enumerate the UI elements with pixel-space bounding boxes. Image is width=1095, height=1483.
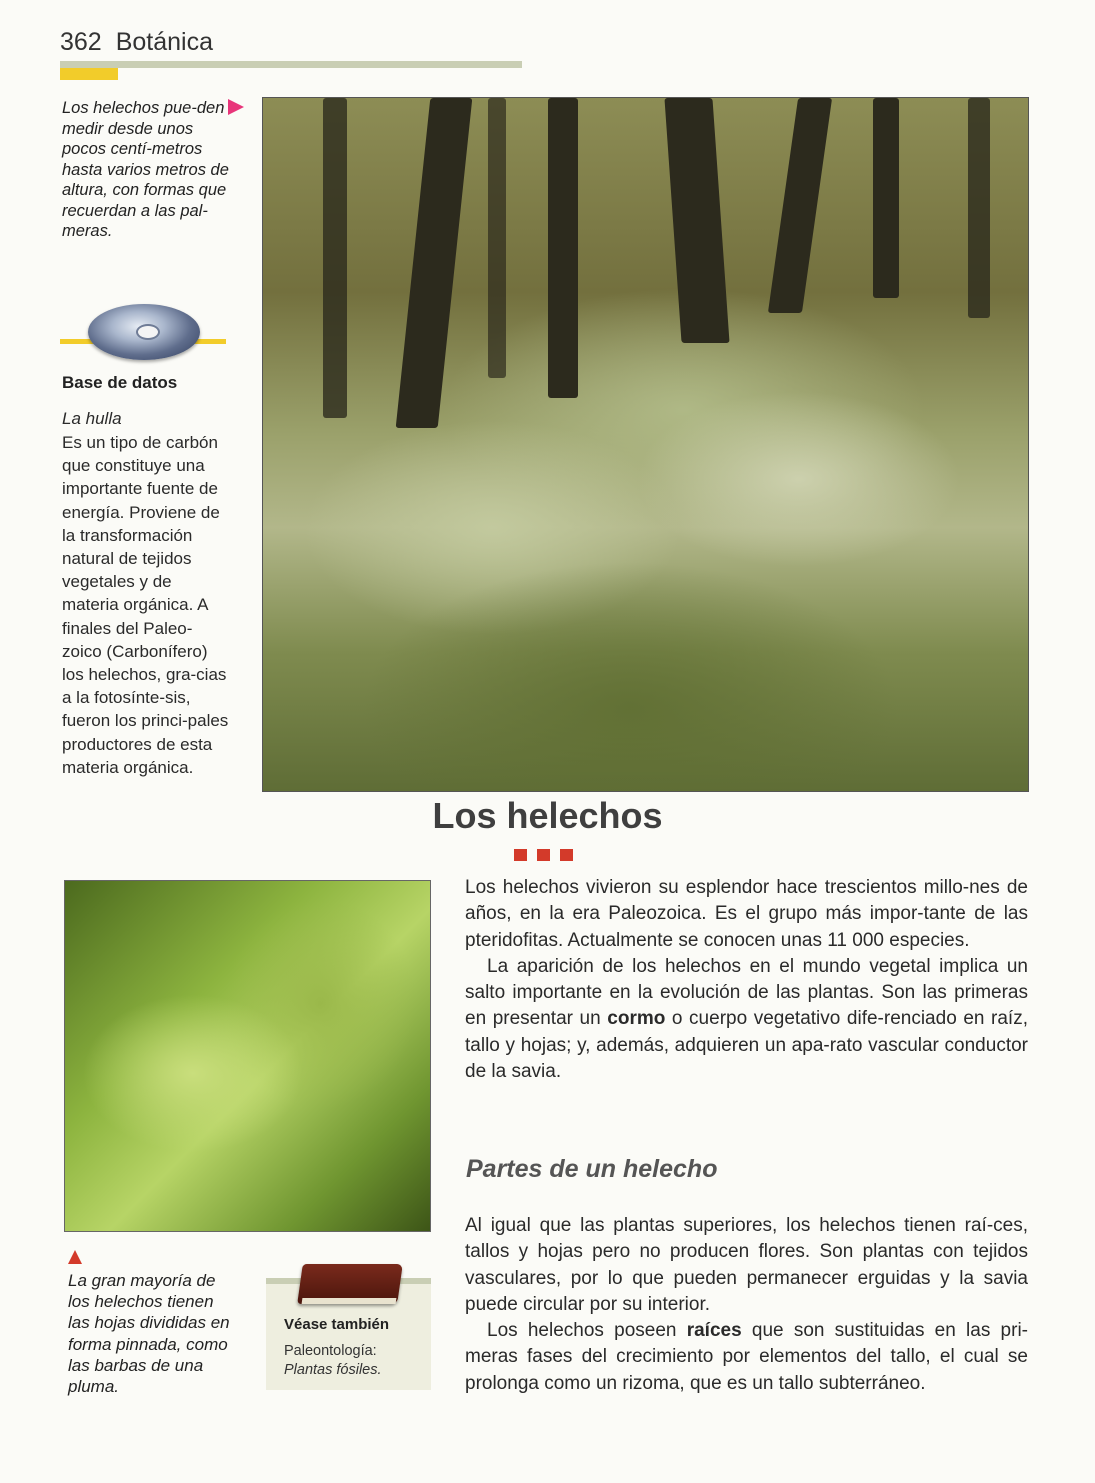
term-raices: raíces — [686, 1320, 742, 1342]
parts-paragraph-1: Al igual que las plantas superiores, los helechos tienen raí-ces, tallos y hojas pero no producen flores. Son plantas con tejidos vasculares, por lo que pueden permanecer erguidas y la savia puede circular por su interior. — [465, 1215, 1028, 1315]
header-rule — [60, 61, 522, 68]
arrow-up-icon — [68, 1250, 82, 1264]
arrow-right-icon — [228, 99, 244, 115]
article-title: Los helechos — [432, 795, 663, 836]
see-also-topic[interactable]: Plantas fósiles. — [284, 1362, 382, 1378]
intro-p2-end: o cuerpo vegetativo dife-renciado en raíz, tallo y hojas; y, además, adquieren un apa-rato vascular conductor de la savia. — [465, 1008, 1028, 1083]
tree-trunk — [323, 98, 347, 418]
tree-trunk — [968, 98, 990, 318]
term-cormo: cormo — [607, 1008, 666, 1030]
book-pages — [302, 1298, 397, 1304]
tree-trunk — [768, 98, 832, 313]
parts-text — [465, 1213, 1028, 1397]
tree-trunk — [488, 98, 506, 378]
cd-hole — [136, 324, 160, 340]
photo-caption-bottom: La gran mayoría de los helechos tienen las hojas divididas en forma pinnada, como las barbas de una pluma. — [68, 1271, 230, 1397]
database-subtitle: La hulla — [62, 409, 122, 428]
tree-trunk — [873, 98, 899, 298]
section-title: Botánica — [115, 28, 214, 56]
section-subheading: Partes de un helecho — [466, 1155, 718, 1183]
fern-photo — [64, 880, 431, 1232]
database-title: Base de datos — [62, 373, 178, 392]
tree-trunk — [664, 98, 729, 343]
title-ornament — [514, 849, 527, 861]
intro-paragraph-1: Los helechos vivieron su esplendor hace trescientos millo-nes de años, en la era Paleozoica. Es el grupo más impor-tante de las pteridofitas. Actualmente se conocen unas 11 000 especies. — [465, 877, 1028, 951]
header-accent-bar — [60, 68, 118, 80]
parts-p2-end: que son sustituidas en las pri-meras fases del crecimiento por elementos del tallo, el cual se prolonga como un rizoma, que es un tallo subterráneo. — [465, 1320, 1028, 1394]
see-also-subject[interactable]: Paleontología: — [284, 1343, 377, 1359]
parts-p2-start: Los helechos poseen — [487, 1320, 687, 1342]
tree-trunk — [396, 98, 473, 428]
see-also-title: Véase también — [284, 1316, 390, 1333]
page-header — [60, 28, 213, 57]
intro-paragraph-2 — [465, 954, 1028, 1085]
intro-p2-start: La aparición de los helechos en el mundo vegetal implica un salto importante en la evolución de las plantas. Son las primeras en presentar un — [465, 955, 1028, 1030]
photo-caption-top: Los helechos pue-den medir desde unos pocos centí-metros hasta varios metros de altura, con formas que recuerdan a las pal-meras. — [62, 99, 229, 240]
database-text: Es un tipo de carbón que constituye una importante fuente de energía. Proviene de la transformación natural de tejidos vegetales y de materia orgánica. A finales del Paleo-zoico (Carbonífero) los helechos, gra-cias a la fotosínte-sis, fueron los princi-pales productores de esta materia orgánica. — [62, 433, 229, 777]
intro-text — [465, 875, 1028, 1085]
title-ornament — [560, 849, 573, 861]
title-ornament — [537, 849, 550, 861]
page-number: 362 — [60, 28, 102, 56]
parts-paragraph-2 — [465, 1318, 1028, 1397]
forest-photo — [262, 97, 1029, 792]
tree-trunk — [548, 98, 578, 398]
